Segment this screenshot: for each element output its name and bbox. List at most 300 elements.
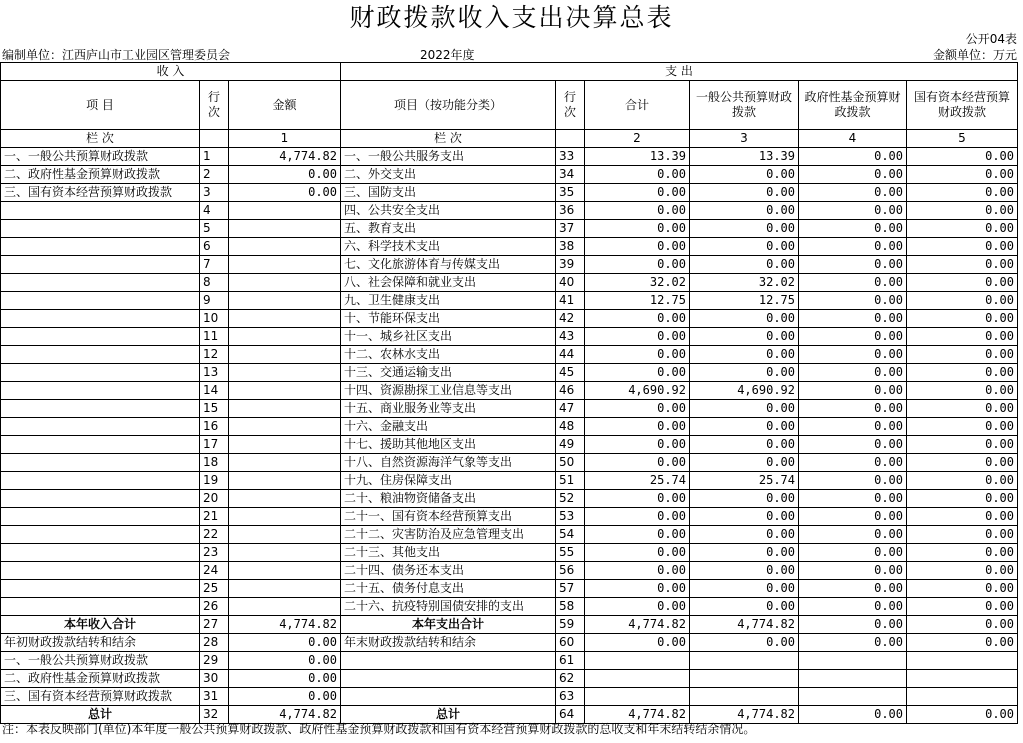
table-row bbox=[1, 364, 1018, 382]
expense-item: 二十、粮油物资储备支出 bbox=[341, 490, 556, 508]
expense-general: 0.00 bbox=[690, 490, 799, 508]
end-balance-no: 60 bbox=[556, 634, 585, 652]
expense-general: 0.00 bbox=[690, 580, 799, 598]
expense-fund: 0.00 bbox=[799, 400, 907, 418]
empty-cell bbox=[690, 670, 799, 688]
expense-total: 4,690.92 bbox=[585, 382, 690, 400]
empty-cell bbox=[799, 652, 907, 670]
empty-cell bbox=[799, 670, 907, 688]
expense-state: 0.00 bbox=[907, 238, 1018, 256]
begin-balance-amount: 0.00 bbox=[229, 634, 341, 652]
expense-state: 0.00 bbox=[907, 364, 1018, 382]
expense-item: 九、卫生健康支出 bbox=[341, 292, 556, 310]
income-header: 收 入 bbox=[1, 63, 341, 81]
column-label: 栏 次 bbox=[1, 130, 200, 148]
table-row bbox=[1, 400, 1018, 418]
empty-cell bbox=[907, 670, 1018, 688]
expense-total: 0.00 bbox=[585, 400, 690, 418]
income-amount bbox=[229, 418, 341, 436]
table-row bbox=[1, 274, 1018, 292]
expense-fund: 0.00 bbox=[799, 364, 907, 382]
form-code: 公开04表 bbox=[965, 32, 1017, 46]
income-item bbox=[1, 598, 200, 616]
expense-fund: 0.00 bbox=[799, 508, 907, 526]
expense-state: 0.00 bbox=[907, 184, 1018, 202]
expense-item: 十五、商业服务业等支出 bbox=[341, 400, 556, 418]
income-amount bbox=[229, 580, 341, 598]
footnote: 注：本表反映部门(单位)本年度一般公共预算财政拨款、政府性基金预算财政拨款和国有资本经营预算财政拨款的总收支和年末结转结余情况。 bbox=[2, 722, 756, 736]
sub-expense-no: 61 bbox=[556, 652, 585, 670]
expense-row-no: 47 bbox=[556, 400, 585, 418]
expense-state: 0.00 bbox=[907, 508, 1018, 526]
expense-row-no: 55 bbox=[556, 544, 585, 562]
expense-row-no: 45 bbox=[556, 364, 585, 382]
income-item bbox=[1, 418, 200, 436]
income-row-no: 15 bbox=[200, 400, 229, 418]
expense-item: 四、公共安全支出 bbox=[341, 202, 556, 220]
income-row-no: 4 bbox=[200, 202, 229, 220]
expense-item: 十二、农林水支出 bbox=[341, 346, 556, 364]
income-row-no: 5 bbox=[200, 220, 229, 238]
income-amount bbox=[229, 598, 341, 616]
income-amount bbox=[229, 274, 341, 292]
col-total: 合计 bbox=[585, 81, 690, 130]
expense-row-no: 39 bbox=[556, 256, 585, 274]
expense-item: 十七、援助其他地区支出 bbox=[341, 436, 556, 454]
empty-cell bbox=[907, 688, 1018, 706]
table-row bbox=[1, 184, 1018, 202]
col-no-3: 3 bbox=[690, 130, 799, 148]
table-row bbox=[1, 454, 1018, 472]
income-item bbox=[1, 472, 200, 490]
table-row bbox=[1, 418, 1018, 436]
empty-cell bbox=[341, 652, 556, 670]
income-amount bbox=[229, 508, 341, 526]
income-row-no: 17 bbox=[200, 436, 229, 454]
expense-total: 0.00 bbox=[585, 328, 690, 346]
income-row-no: 19 bbox=[200, 472, 229, 490]
expense-general: 0.00 bbox=[690, 202, 799, 220]
table-row bbox=[1, 202, 1018, 220]
income-item bbox=[1, 292, 200, 310]
end-balance-label: 年末财政拨款结转和结余 bbox=[341, 634, 556, 652]
income-amount bbox=[229, 454, 341, 472]
sub-income-no: 29 bbox=[200, 652, 229, 670]
income-row-no: 22 bbox=[200, 526, 229, 544]
expense-row-no: 57 bbox=[556, 580, 585, 598]
income-total-label: 本年收入合计 bbox=[1, 616, 200, 634]
empty-cell bbox=[690, 688, 799, 706]
sub-income-item: 三、国有资本经营预算财政拨款 bbox=[1, 688, 200, 706]
income-row-no: 24 bbox=[200, 562, 229, 580]
expense-general: 0.00 bbox=[690, 400, 799, 418]
expense-general: 0.00 bbox=[690, 562, 799, 580]
table-row bbox=[1, 544, 1018, 562]
col-no-1: 1 bbox=[229, 130, 341, 148]
income-amount bbox=[229, 382, 341, 400]
income-item bbox=[1, 400, 200, 418]
expense-state: 0.00 bbox=[907, 562, 1018, 580]
table-row bbox=[1, 292, 1018, 310]
expense-state: 0.00 bbox=[907, 454, 1018, 472]
col-item: 项 目 bbox=[1, 81, 200, 130]
expense-total: 0.00 bbox=[585, 310, 690, 328]
expense-row-no: 43 bbox=[556, 328, 585, 346]
income-amount bbox=[229, 202, 341, 220]
grand-total-state: 0.00 bbox=[907, 706, 1018, 724]
sub-income-amount: 0.00 bbox=[229, 670, 341, 688]
income-item bbox=[1, 526, 200, 544]
empty-cell bbox=[907, 652, 1018, 670]
income-item bbox=[1, 454, 200, 472]
balance-row bbox=[1, 634, 1018, 652]
expense-fund: 0.00 bbox=[799, 418, 907, 436]
table-row bbox=[1, 328, 1018, 346]
income-row-no: 12 bbox=[200, 346, 229, 364]
income-item: 三、国有资本经营预算财政拨款 bbox=[1, 184, 200, 202]
column-label-2: 栏 次 bbox=[341, 130, 556, 148]
expense-state: 0.00 bbox=[907, 310, 1018, 328]
expense-total: 0.00 bbox=[585, 364, 690, 382]
expense-general: 0.00 bbox=[690, 220, 799, 238]
income-item bbox=[1, 364, 200, 382]
expense-total: 0.00 bbox=[585, 220, 690, 238]
grand-total-income: 4,774.82 bbox=[229, 706, 341, 724]
sub-income-amount: 0.00 bbox=[229, 652, 341, 670]
sub-income-amount: 0.00 bbox=[229, 688, 341, 706]
col-func-item: 项目（按功能分类） bbox=[341, 81, 556, 130]
income-row-no: 10 bbox=[200, 310, 229, 328]
sub-income-item: 一、一般公共预算财政拨款 bbox=[1, 652, 200, 670]
income-item bbox=[1, 490, 200, 508]
expense-total: 0.00 bbox=[585, 454, 690, 472]
expense-total-state: 0.00 bbox=[907, 616, 1018, 634]
expense-general: 0.00 bbox=[690, 238, 799, 256]
expense-fund: 0.00 bbox=[799, 256, 907, 274]
expense-row-no: 36 bbox=[556, 202, 585, 220]
table-row bbox=[1, 220, 1018, 238]
expense-state: 0.00 bbox=[907, 490, 1018, 508]
table-row bbox=[1, 472, 1018, 490]
empty-cell bbox=[799, 688, 907, 706]
table-row bbox=[1, 580, 1018, 598]
empty-cell bbox=[690, 652, 799, 670]
page-title: 财政拨款收入支出决算总表 bbox=[349, 3, 674, 32]
expense-item: 十、节能环保支出 bbox=[341, 310, 556, 328]
expense-item: 二、外交支出 bbox=[341, 166, 556, 184]
expense-state: 0.00 bbox=[907, 400, 1018, 418]
expense-fund: 0.00 bbox=[799, 562, 907, 580]
expense-general: 0.00 bbox=[690, 256, 799, 274]
expense-total: 0.00 bbox=[585, 202, 690, 220]
column-number-row bbox=[1, 130, 1018, 148]
expense-total: 0.00 bbox=[585, 544, 690, 562]
expense-total: 0.00 bbox=[585, 490, 690, 508]
expense-state: 0.00 bbox=[907, 436, 1018, 454]
expense-item: 二十六、抗疫特别国债安排的支出 bbox=[341, 598, 556, 616]
expense-state: 0.00 bbox=[907, 274, 1018, 292]
begin-balance-label: 年初财政拨款结转和结余 bbox=[1, 634, 200, 652]
expense-general: 0.00 bbox=[690, 346, 799, 364]
expense-total-no: 59 bbox=[556, 616, 585, 634]
expense-state: 0.00 bbox=[907, 256, 1018, 274]
income-row-no: 20 bbox=[200, 490, 229, 508]
income-row-no: 2 bbox=[200, 166, 229, 184]
col-row-no: 行次 bbox=[200, 81, 229, 130]
expense-fund: 0.00 bbox=[799, 328, 907, 346]
begin-balance-no: 28 bbox=[200, 634, 229, 652]
expense-fund: 0.00 bbox=[799, 292, 907, 310]
expense-item: 二十一、国有资本经营预算支出 bbox=[341, 508, 556, 526]
income-amount: 0.00 bbox=[229, 166, 341, 184]
income-amount bbox=[229, 292, 341, 310]
sub-row bbox=[1, 652, 1018, 670]
income-row-no: 23 bbox=[200, 544, 229, 562]
expense-total: 0.00 bbox=[585, 238, 690, 256]
expense-item: 一、一般公共服务支出 bbox=[341, 148, 556, 166]
income-item bbox=[1, 238, 200, 256]
expense-row-no: 40 bbox=[556, 274, 585, 292]
income-row-no: 3 bbox=[200, 184, 229, 202]
expense-total-general: 4,774.82 bbox=[690, 616, 799, 634]
expense-row-no: 56 bbox=[556, 562, 585, 580]
expense-state: 0.00 bbox=[907, 526, 1018, 544]
empty-cell bbox=[585, 670, 690, 688]
col-no-5: 5 bbox=[907, 130, 1018, 148]
expense-state: 0.00 bbox=[907, 544, 1018, 562]
expense-row-no: 38 bbox=[556, 238, 585, 256]
end-balance-state: 0.00 bbox=[907, 634, 1018, 652]
income-amount bbox=[229, 238, 341, 256]
expense-total: 13.39 bbox=[585, 148, 690, 166]
empty-cell bbox=[341, 670, 556, 688]
expense-total: 0.00 bbox=[585, 418, 690, 436]
expense-item: 十一、城乡社区支出 bbox=[341, 328, 556, 346]
expense-general: 32.02 bbox=[690, 274, 799, 292]
expense-item: 十九、住房保障支出 bbox=[341, 472, 556, 490]
col-general: 一般公共预算财政拨款 bbox=[690, 81, 799, 130]
income-amount bbox=[229, 544, 341, 562]
grand-total-general: 4,774.82 bbox=[690, 706, 799, 724]
table-row bbox=[1, 562, 1018, 580]
income-item bbox=[1, 202, 200, 220]
table-row bbox=[1, 256, 1018, 274]
budget-table bbox=[0, 62, 1018, 724]
expense-total: 0.00 bbox=[585, 184, 690, 202]
table-row bbox=[1, 490, 1018, 508]
sub-income-item: 二、政府性基金预算财政拨款 bbox=[1, 670, 200, 688]
income-amount bbox=[229, 490, 341, 508]
expense-state: 0.00 bbox=[907, 220, 1018, 238]
expense-fund: 0.00 bbox=[799, 310, 907, 328]
expense-state: 0.00 bbox=[907, 292, 1018, 310]
income-row-no: 14 bbox=[200, 382, 229, 400]
empty-cell bbox=[341, 688, 556, 706]
expense-fund: 0.00 bbox=[799, 148, 907, 166]
expense-general: 0.00 bbox=[690, 418, 799, 436]
expense-fund: 0.00 bbox=[799, 580, 907, 598]
income-amount bbox=[229, 436, 341, 454]
expense-general: 0.00 bbox=[690, 508, 799, 526]
income-row-no: 13 bbox=[200, 364, 229, 382]
income-row-no: 1 bbox=[200, 148, 229, 166]
expense-general: 0.00 bbox=[690, 328, 799, 346]
expense-row-no: 49 bbox=[556, 436, 585, 454]
expense-total: 25.74 bbox=[585, 472, 690, 490]
expense-row-no: 50 bbox=[556, 454, 585, 472]
expense-row-no: 42 bbox=[556, 310, 585, 328]
expense-fund: 0.00 bbox=[799, 490, 907, 508]
table-row bbox=[1, 436, 1018, 454]
expense-general: 0.00 bbox=[690, 454, 799, 472]
income-item bbox=[1, 544, 200, 562]
income-item bbox=[1, 274, 200, 292]
expense-state: 0.00 bbox=[907, 148, 1018, 166]
expense-fund: 0.00 bbox=[799, 184, 907, 202]
expense-total: 0.00 bbox=[585, 256, 690, 274]
table-row bbox=[1, 310, 1018, 328]
table-row bbox=[1, 598, 1018, 616]
expense-fund: 0.00 bbox=[799, 166, 907, 184]
currency-unit: 金额单位：万元 bbox=[932, 48, 1017, 62]
expense-item: 十八、自然资源海洋气象等支出 bbox=[341, 454, 556, 472]
expense-fund: 0.00 bbox=[799, 598, 907, 616]
expense-row-no: 54 bbox=[556, 526, 585, 544]
sub-expense-no: 63 bbox=[556, 688, 585, 706]
income-row-no: 11 bbox=[200, 328, 229, 346]
expense-header: 支 出 bbox=[341, 63, 1018, 81]
expense-row-no: 37 bbox=[556, 220, 585, 238]
expense-fund: 0.00 bbox=[799, 472, 907, 490]
expense-row-no: 48 bbox=[556, 418, 585, 436]
income-amount: 0.00 bbox=[229, 184, 341, 202]
expense-general: 0.00 bbox=[690, 544, 799, 562]
expense-fund: 0.00 bbox=[799, 274, 907, 292]
col-state: 国有资本经营预算财政拨款 bbox=[907, 81, 1018, 130]
expense-total: 12.75 bbox=[585, 292, 690, 310]
income-item bbox=[1, 346, 200, 364]
expense-row-no: 51 bbox=[556, 472, 585, 490]
expense-item: 七、文化旅游体育与传媒支出 bbox=[341, 256, 556, 274]
expense-general: 0.00 bbox=[690, 310, 799, 328]
expense-row-no: 44 bbox=[556, 346, 585, 364]
grand-total-sum: 4,774.82 bbox=[585, 706, 690, 724]
income-amount bbox=[229, 256, 341, 274]
expense-state: 0.00 bbox=[907, 418, 1018, 436]
expense-total: 32.02 bbox=[585, 274, 690, 292]
expense-row-no: 52 bbox=[556, 490, 585, 508]
expense-state: 0.00 bbox=[907, 346, 1018, 364]
income-row-no: 21 bbox=[200, 508, 229, 526]
income-item bbox=[1, 508, 200, 526]
sub-income-no: 31 bbox=[200, 688, 229, 706]
empty-cell bbox=[585, 652, 690, 670]
expense-item: 二十三、其他支出 bbox=[341, 544, 556, 562]
expense-row-no: 35 bbox=[556, 184, 585, 202]
table-row bbox=[1, 148, 1018, 166]
grand-total-no: 32 bbox=[200, 706, 229, 724]
income-amount bbox=[229, 400, 341, 418]
expense-item: 五、教育支出 bbox=[341, 220, 556, 238]
grand-total-label-2: 总计 bbox=[341, 706, 556, 724]
reporting-unit: 编制单位：江西庐山市工业园区管理委员会 bbox=[2, 48, 231, 62]
income-row-no: 7 bbox=[200, 256, 229, 274]
expense-item: 十三、交通运输支出 bbox=[341, 364, 556, 382]
expense-general: 0.00 bbox=[690, 436, 799, 454]
expense-state: 0.00 bbox=[907, 166, 1018, 184]
expense-general: 4,690.92 bbox=[690, 382, 799, 400]
sub-row bbox=[1, 670, 1018, 688]
expense-state: 0.00 bbox=[907, 598, 1018, 616]
col-fund: 政府性基金预算财政拨款 bbox=[799, 81, 907, 130]
expense-item: 二十五、债务付息支出 bbox=[341, 580, 556, 598]
expense-item: 六、科学技术支出 bbox=[341, 238, 556, 256]
income-item bbox=[1, 580, 200, 598]
sub-expense-no: 62 bbox=[556, 670, 585, 688]
income-row-no: 6 bbox=[200, 238, 229, 256]
income-row-no: 18 bbox=[200, 454, 229, 472]
expense-fund: 0.00 bbox=[799, 382, 907, 400]
income-item bbox=[1, 256, 200, 274]
expense-item: 二十二、灾害防治及应急管理支出 bbox=[341, 526, 556, 544]
income-row-no: 16 bbox=[200, 418, 229, 436]
empty-cell bbox=[585, 688, 690, 706]
expense-general: 0.00 bbox=[690, 184, 799, 202]
income-amount bbox=[229, 526, 341, 544]
expense-fund: 0.00 bbox=[799, 238, 907, 256]
expense-fund: 0.00 bbox=[799, 454, 907, 472]
column-header-row bbox=[1, 81, 1018, 130]
table-row bbox=[1, 346, 1018, 364]
income-amount bbox=[229, 472, 341, 490]
expense-row-no: 33 bbox=[556, 148, 585, 166]
expense-total: 0.00 bbox=[585, 436, 690, 454]
expense-row-no: 46 bbox=[556, 382, 585, 400]
expense-general: 0.00 bbox=[690, 526, 799, 544]
expense-state: 0.00 bbox=[907, 472, 1018, 490]
expense-item: 十六、金融支出 bbox=[341, 418, 556, 436]
grand-total-no-2: 64 bbox=[556, 706, 585, 724]
end-balance-fund: 0.00 bbox=[799, 634, 907, 652]
income-total-amount: 4,774.82 bbox=[229, 616, 341, 634]
table-row bbox=[1, 382, 1018, 400]
total-row bbox=[1, 616, 1018, 634]
sub-income-no: 30 bbox=[200, 670, 229, 688]
expense-item: 十四、资源勘探工业信息等支出 bbox=[341, 382, 556, 400]
expense-general: 0.00 bbox=[690, 166, 799, 184]
col-row-no-2: 行次 bbox=[556, 81, 585, 130]
income-item bbox=[1, 562, 200, 580]
expense-total: 0.00 bbox=[585, 346, 690, 364]
expense-fund: 0.00 bbox=[799, 220, 907, 238]
expense-state: 0.00 bbox=[907, 580, 1018, 598]
sub-row bbox=[1, 688, 1018, 706]
table-row bbox=[1, 526, 1018, 544]
col-no-4: 4 bbox=[799, 130, 907, 148]
grand-total-fund: 0.00 bbox=[799, 706, 907, 724]
expense-state: 0.00 bbox=[907, 328, 1018, 346]
expense-total: 0.00 bbox=[585, 526, 690, 544]
expense-general: 0.00 bbox=[690, 364, 799, 382]
expense-total: 0.00 bbox=[585, 508, 690, 526]
income-row-no: 25 bbox=[200, 580, 229, 598]
income-row-no: 26 bbox=[200, 598, 229, 616]
expense-state: 0.00 bbox=[907, 382, 1018, 400]
income-amount bbox=[229, 346, 341, 364]
col-no-2: 2 bbox=[585, 130, 690, 148]
expense-row-no: 34 bbox=[556, 166, 585, 184]
end-balance-total: 0.00 bbox=[585, 634, 690, 652]
